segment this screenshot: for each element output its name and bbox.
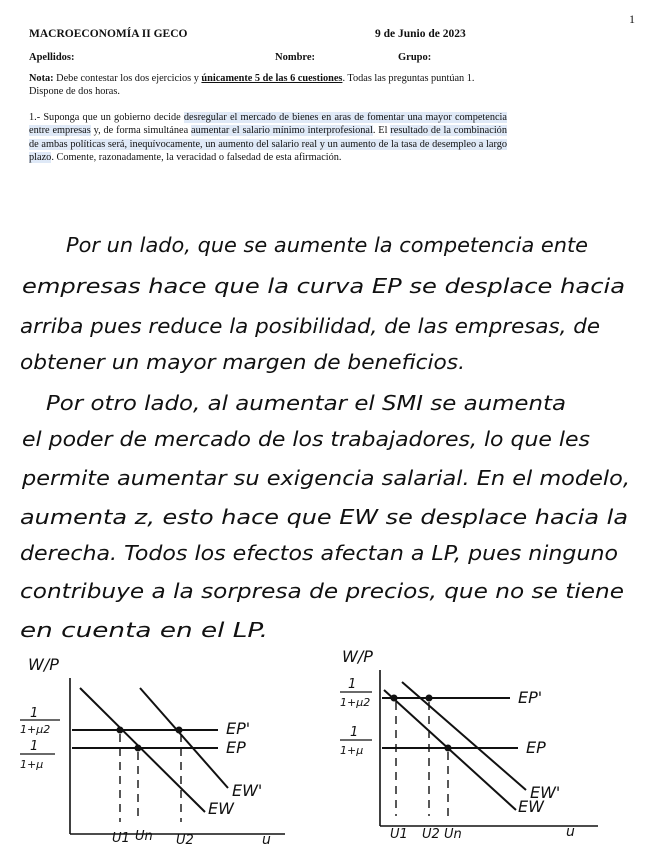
point-u2 [426, 695, 433, 702]
point-u1 [117, 727, 124, 734]
tick-un: Un [135, 829, 153, 844]
ep-tick-den: 1+μ [340, 744, 364, 757]
label-ep1: EP' [518, 688, 543, 707]
exam-date: 9 de Junio de 2023 [375, 28, 466, 40]
tick-u1: U1 [390, 827, 408, 842]
curve-ew1 [140, 688, 228, 788]
ep-tick-num: 1 [30, 739, 39, 754]
ep1-tick-num: 1 [348, 677, 357, 692]
curve-ew [80, 688, 205, 812]
point-u2 [176, 727, 183, 734]
ep1-tick-num: 1 [30, 706, 39, 721]
apellidos-label: Apellidos: [29, 52, 75, 63]
answer-line-10: contribuye a la sorpresa de precios, que no se tiene [20, 579, 624, 603]
graph-right [330, 640, 630, 848]
note-label: Nota: [29, 73, 54, 84]
x-axis-label: u [262, 832, 271, 848]
answer-line-7: permite aumentar su exigencia salarial. En el modelo, [20, 466, 631, 490]
tick-u2: U2 [176, 833, 194, 848]
label-ew: EW [518, 797, 544, 816]
point-un [445, 745, 452, 752]
answer-line-11: en cuenta en el LP. [20, 618, 268, 642]
ep1-tick-den: 1+μ2 [20, 723, 51, 736]
tick-u2: U2 [422, 827, 440, 842]
graph-left [0, 650, 300, 848]
answer-line-6: el poder de mercado de los trabajadores, lo que les [22, 427, 590, 451]
answer-line-9: derecha. Todos los efectos afectan a LP, pues ninguno [20, 541, 618, 565]
label-ew1: EW' [232, 781, 263, 800]
point-u1 [391, 695, 398, 702]
q1-part-2: y, de forma simultánea [90, 125, 192, 137]
answer-line-8: aumenta z, esto hace que EW se desplace hacia la [20, 505, 628, 529]
course-title: MACROECONOMÍA II GECO [29, 28, 188, 40]
label-ew1: EW' [530, 783, 561, 802]
note-text-1: Debe contestar los dos ejercicios y [53, 73, 202, 84]
answer-line-4: obtener un mayor margen de beneficios. [20, 350, 466, 374]
q1-highlight-3: resultado de la combinación de ambas políticas será, inequívocamente, un aumento del salario real y un aumento de la tasa de desempleo a largo plazo [29, 125, 507, 164]
grupo-label: Grupo: [398, 52, 432, 63]
y-axis-label: W/P [28, 655, 59, 674]
note-emphasis: únicamente 5 de las 6 cuestiones [201, 73, 343, 84]
tick-u1: U1 [112, 831, 130, 846]
label-ew: EW [208, 799, 234, 818]
ep1-tick-den: 1+μ2 [340, 696, 371, 709]
q1-part-3: . El [372, 125, 391, 137]
q1-part-4: . Comente, razonadamente, la veracidad o falsedad de esta afirmación. [51, 152, 342, 164]
q1-highlight-2: aumentar el salario mínimo interprofesional [191, 125, 373, 137]
answer-line-3: arriba pues reduce la posibilidad, de las empresas, de [20, 314, 600, 338]
ep-tick-den: 1+μ [20, 758, 44, 771]
x-axis-label: u [566, 824, 575, 840]
page-number: 1 [629, 12, 635, 26]
nombre-label: Nombre: [275, 52, 316, 63]
answer-line-5: Por otro lado, al aumentar el SMI se aumenta [46, 391, 566, 415]
answer-line-2: empresas hace que la curva EP se desplace hacia [22, 274, 625, 298]
q1-highlight-1: desregular el mercado de bienes en aras de fomentar una mayor competencia entre empresas [29, 112, 507, 137]
answer-line-1: Por un lado, que se aumente la competencia ente [66, 233, 588, 257]
point-un [135, 745, 142, 752]
ep-tick-num: 1 [350, 725, 359, 740]
q1-part-1: 1.- Suponga que un gobierno decide [29, 112, 184, 123]
label-ep: EP [526, 738, 546, 757]
note-text-2: . Todas las preguntas puntúan 1. Dispone de dos horas. [29, 73, 475, 97]
label-ep1: EP' [226, 719, 251, 738]
tick-un: Un [444, 827, 462, 842]
label-ep: EP [226, 738, 246, 757]
y-axis-label: W/P [342, 647, 373, 666]
